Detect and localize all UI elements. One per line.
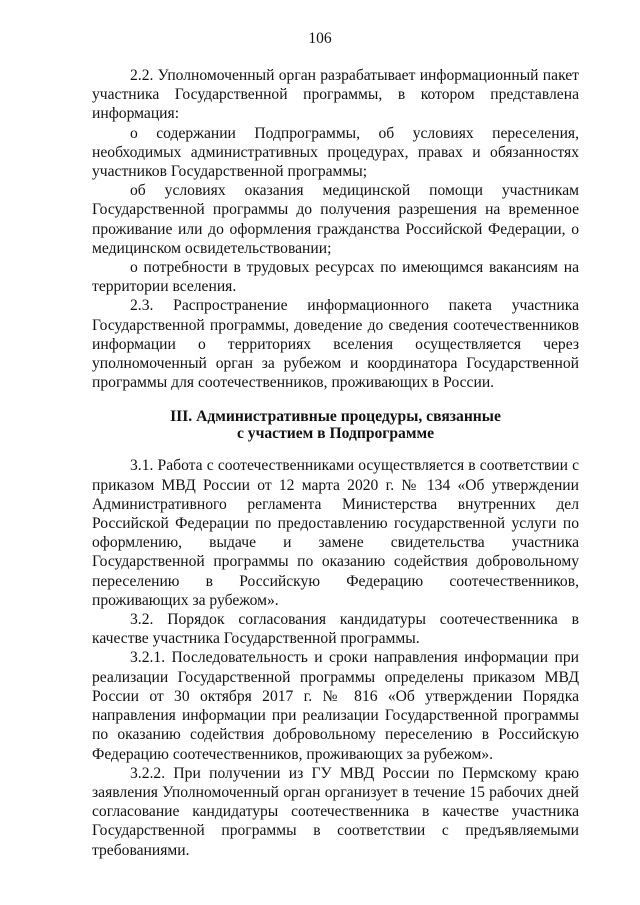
section-heading <box>92 408 579 442</box>
paragraph-3-2-1: 3.2.1. Последовательность и сроки направления информации при реализации Государственной программы определены приказом МВД России от 30 октября 2017 г. № 816 «Об утверждении Порядка направления информации при реализации Государственной программы по оказанию содействия добровольному переселению в Российскую Федерацию соотечественников, проживающих за рубежом». <box>92 649 579 763</box>
paragraph-medical-info: об условиях оказания медицинской помощи участникам Государственной программы до получения разрешения на временное проживание или до оформления гражданства Российской Федерации, о медицинском освидетельствовании; <box>92 182 579 257</box>
paragraph-subprogram-info: о содержании Подпрограммы, об условиях переселения, необходимых административных процедурах, правах и обязанностях участников Государственной программы; <box>92 124 579 181</box>
section-heading-line-2: с участием в Подпрограмме <box>236 425 435 443</box>
document-body <box>92 66 579 860</box>
section-heading-line-1: III. Административные процедуры, связанные <box>170 408 501 426</box>
paragraph-3-2-2: 3.2.2. При получении из ГУ МВД России по Пермскому краю заявления Уполномоченный орган организует в течение 15 рабочих дней согласование кандидатуры соотечественника в качестве участника Государственной программы в соответствии с предъявляемыми требованиями. <box>92 764 579 859</box>
paragraph-2-2: 2.2. Уполномоченный орган разрабатывает информационный пакет участника Государственной программы, в котором представлена информация: <box>92 67 579 123</box>
paragraph-3-1: 3.1. Работа с соотечественниками осуществляется в соответствии с приказом МВД России от 12 марта 2020 г. № 134 «Об утверждении Административного регламента Министерства внутренних дел Российской Федерации по предоставлению государственной услуги по оформлению, выдаче и замене свидетельства участника Государственной программы по оказанию содействия добровольному переселению в Российскую Федерацию соотечественников, проживающих за рубежом». <box>92 457 579 609</box>
paragraph-2-3: 2.3. Распространение информационного пакета участника Государственной программы, доведение до сведения соотечественников информации о территориях вселения осуществляется через уполномоченный орган за рубежом и координатора Государственной программы для соотечественников, проживающих в России. <box>92 297 579 392</box>
paragraph-labor-needs: о потребности в трудовых ресурсах по имеющимся вакансиям на территории вселения. <box>92 259 579 296</box>
page-number: 106 <box>308 30 332 47</box>
paragraph-3-2: 3.2. Порядок согласования кандидатуры соотечественника в качестве участника Государственной программы. <box>92 611 579 648</box>
